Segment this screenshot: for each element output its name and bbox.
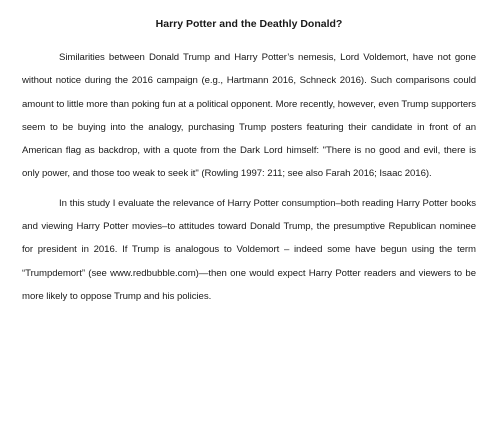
document-title: Harry Potter and the Deathly Donald?	[155, 18, 343, 30]
paragraph-1: Similarities between Donald Trump and Harry Potter’s nemesis, Lord Voldemort, have not gone without notice during the 2016 campaign (e.g., Hartmann 2016, Schneck 2016). Such comparisons could amount to little more than poking fun at a political opponent. More recently, however, even Trump supporters seem to be buying into the analogy, purchasing Trump posters featuring their candidate in front of an American flag as backdrop, with a quote from the Dark Lord himself: "There is no good and evil, there is only power, and those too weak to seek it" (Rowling 1997: 211; see also Farah 2016; Isaac 2016).	[22, 52, 476, 180]
paragraph-2: In this study I evaluate the relevance of Harry Potter consumption–both reading Harry Potter books and viewing Harry Potter movies–to attitudes toward Donald Trump, the presumptive Republican nominee for president in 2016. If Trump is analogous to Voldemort – indeed some have begun using the term “Trumpdemort” (see www.redbubble.com)—then one would expect Harry Potter readers and viewers to be more likely to oppose Trump and his policies.	[22, 197, 476, 302]
